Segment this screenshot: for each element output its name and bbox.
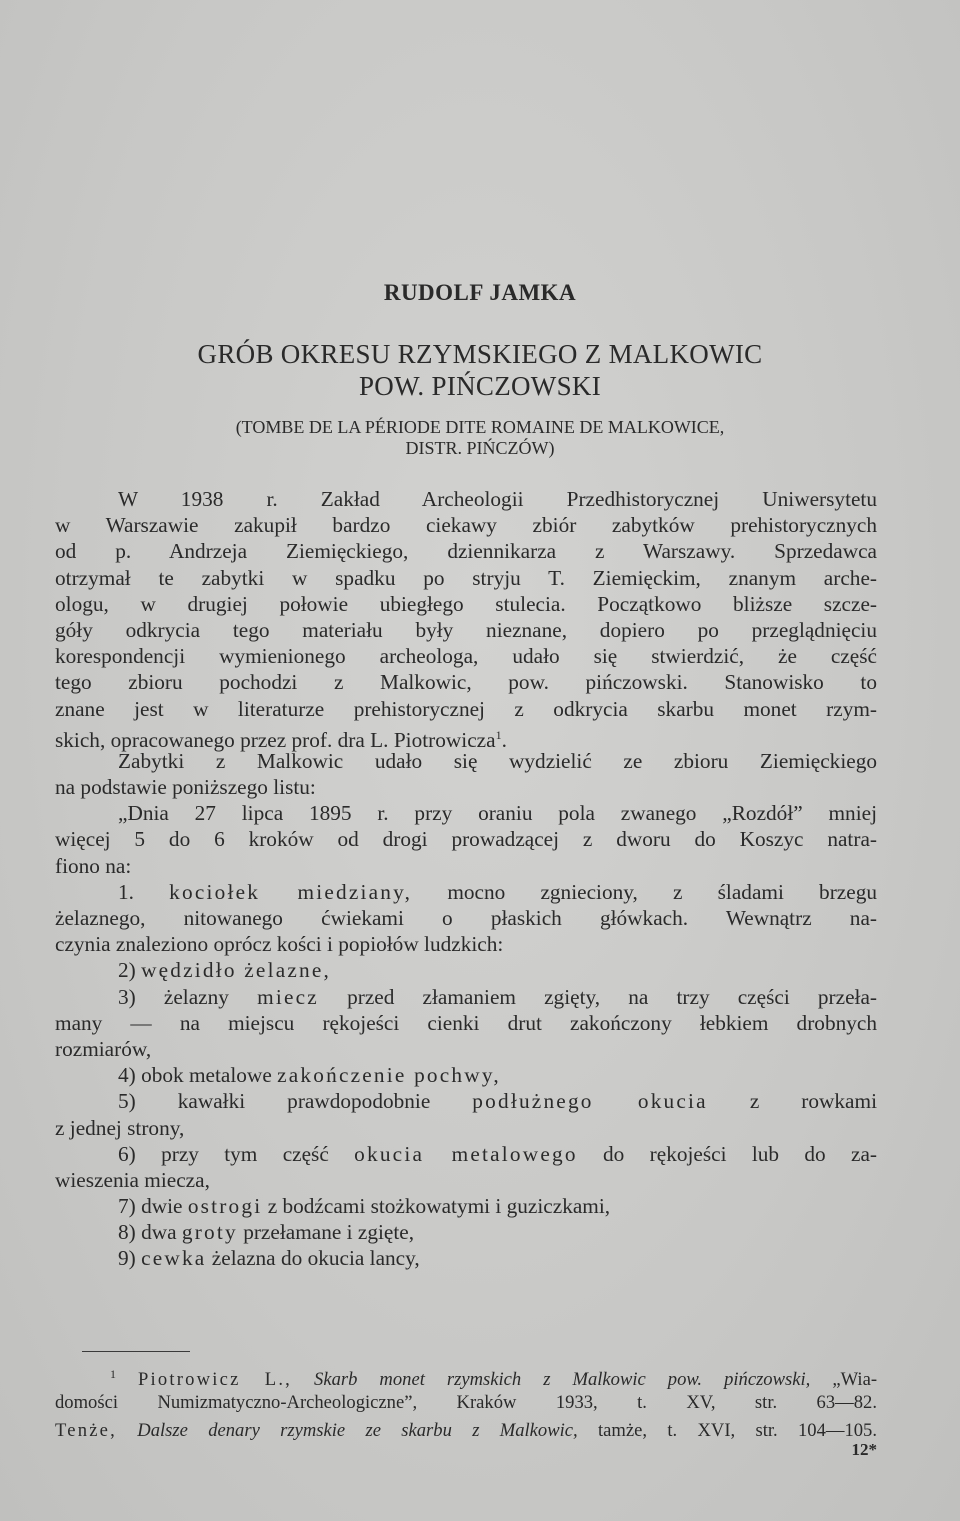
spaced-term: podłużnego okucia (472, 1089, 708, 1114)
text-line: ologu, w drugiej połowie ubiegłego stulecia. Początkowo bliższe szcze- (55, 591, 877, 616)
item-number: 3) (118, 984, 136, 1009)
text-line: od p. Andrzeja Ziemięckiego, dziennikarza z Warszawy. Sprzedawca (55, 539, 877, 564)
list-item (55, 1141, 877, 1167)
text-segment: kawałki prawdopodobnie (177, 1089, 431, 1114)
article-title (0, 338, 960, 402)
item-number: 9) (118, 1246, 136, 1271)
text-segment: z bodźcami stożkowatymi i guziczkami, (267, 1194, 611, 1219)
spaced-term: zakończenie pochwy, (277, 1063, 501, 1088)
text-segment: . (501, 727, 507, 752)
text-segment: obok metalowe (141, 1063, 272, 1088)
text-segment: przed złamaniem zgięty, na trzy części przeła- (347, 984, 878, 1009)
footnote-title: Skarb monet rzymskich z Malkowic pow. pińczowski, (314, 1369, 811, 1391)
item-number: 5) (118, 1089, 136, 1114)
footnote-divider (82, 1351, 190, 1352)
text-line: znane jest w literaturze prehistorycznej z odkrycia skarbu monet rzym- (55, 696, 877, 721)
list-item (55, 1245, 877, 1271)
footnote (55, 1360, 877, 1446)
text-line: z jednej strony, (55, 1115, 185, 1140)
text-line: na podstawie poniższego listu: (55, 775, 316, 800)
spaced-term: cewka (141, 1246, 207, 1271)
text-segment: skich, opracowanego przez prof. dra L. Piotrowicza (55, 727, 496, 752)
page-number: 12* (851, 1440, 877, 1459)
author-name: RUDOLF JAMKA (383, 280, 577, 305)
text-line: W 1938 r. Zakład Archeologii Przedhistorycznej Uniwersytetu (118, 487, 877, 511)
text-segment: dwie (141, 1194, 183, 1219)
list-item (55, 1062, 877, 1088)
text-line: wieszenia miecza, (55, 1167, 210, 1192)
item-number: 1. (118, 879, 134, 904)
list-item (55, 984, 877, 1010)
body-text (55, 486, 877, 1272)
text-line: żelaznego, nitowanego ćwiekami o płaskich główkach. Wewnątrz na- (55, 906, 877, 930)
footnote-author: Tenże, (55, 1420, 117, 1441)
subtitle-line-2: DISTR. PIŃCZÓW) (405, 438, 555, 458)
text-line: Zabytki z Malkowic udało się wydzielić ze zbioru Ziemięckiego (118, 748, 877, 773)
spaced-term: kociołek miedziany, (169, 879, 413, 904)
text-line: korespondencji wymienionego archeologa, udało się stwierdzić, że część (55, 644, 877, 669)
text-segment: żelazny (163, 984, 229, 1009)
spaced-term: okucia metalowego (354, 1141, 578, 1166)
text-line: otrzymał te zabytki w spadku po stryju T. Ziemięckim, znanym arche- (55, 565, 877, 590)
subtitle-line-1: (TOMBE DE LA PÉRIODE DITE ROMAINE DE MALKOWICE, (235, 417, 725, 437)
text-line: many — na miejscu rękojeści cienki drut zakończony łebkiem drobnych (55, 1010, 877, 1035)
footnote-marker: 1 (110, 1367, 116, 1381)
footnote-author: Piotrowicz L., (138, 1369, 293, 1391)
list-item (55, 957, 877, 983)
spaced-term: miecz (257, 984, 319, 1009)
text-segment: mocno zgnieciony, z śladami brzegu (447, 879, 877, 904)
footnote-ref: 1 (495, 727, 502, 742)
text-segment: dwa (141, 1220, 177, 1245)
text-line: „Dnia 27 lipca 1895 r. przy oraniu pola zwanego „Rozdół” mniej (118, 801, 877, 826)
footnote-line (55, 1360, 877, 1389)
text-line (55, 722, 877, 752)
item-number: 2) (118, 958, 136, 983)
list-item (55, 879, 877, 905)
text-segment: do rękojeści lub do za- (603, 1141, 877, 1166)
text-segment: przy tym część (161, 1141, 329, 1166)
footnote-line: domości Numizmatyczno-Archeologiczne”, Kraków 1933, t. XV, str. 63—82. (55, 1391, 877, 1413)
text-line: tego zbioru pochodzi z Malkowic, pow. pińczowski. Stanowisko to (55, 670, 877, 695)
text-line: góły odkrycia tego materiału były nieznane, dopiero po przeglądnięciu (55, 617, 877, 642)
item-number: 4) (118, 1063, 136, 1088)
item-number: 7) (118, 1194, 136, 1219)
text-segment: przełamane i zgięte, (243, 1220, 415, 1245)
text-line: fiono na: (55, 853, 132, 878)
article-subtitle (0, 417, 960, 459)
title-line-1: GRÓB OKRESU RZYMSKIEGO Z MALKOWIC (197, 339, 763, 369)
list-item (55, 1088, 877, 1114)
text-line: więcej 5 do 6 kroków od drogi prowadzącej z dworu do Koszyc natra- (55, 827, 877, 852)
text-segment: tamże, t. XVI, str. 104—105. (598, 1420, 877, 1441)
footnote-line (55, 1417, 877, 1446)
spaced-term: groty (181, 1220, 238, 1245)
spaced-term: wędzidło żelazne, (141, 958, 332, 983)
text-segment: z rowkami (749, 1089, 877, 1114)
item-number: 8) (118, 1220, 136, 1245)
text-line: w Warszawie zakupił bardzo ciekawy zbiór zabytków prehistorycznych (55, 513, 877, 538)
item-number: 6) (118, 1141, 136, 1166)
text-line: czynia znaleziono oprócz kości i popiołów ludzkich: (55, 932, 504, 957)
title-line-2: POW. PIŃCZOWSKI (358, 371, 601, 401)
list-item (55, 1219, 877, 1245)
text-line: rozmiarów, (55, 1036, 152, 1061)
list-item (55, 1193, 877, 1219)
text-segment: żelazna do okucia lancy, (211, 1246, 420, 1271)
footnote-title: Dalsze denary rzymskie ze skarbu z Malkowic, (137, 1420, 578, 1441)
text-segment: „Wia- (832, 1369, 878, 1391)
spaced-term: ostrogi (187, 1194, 263, 1219)
